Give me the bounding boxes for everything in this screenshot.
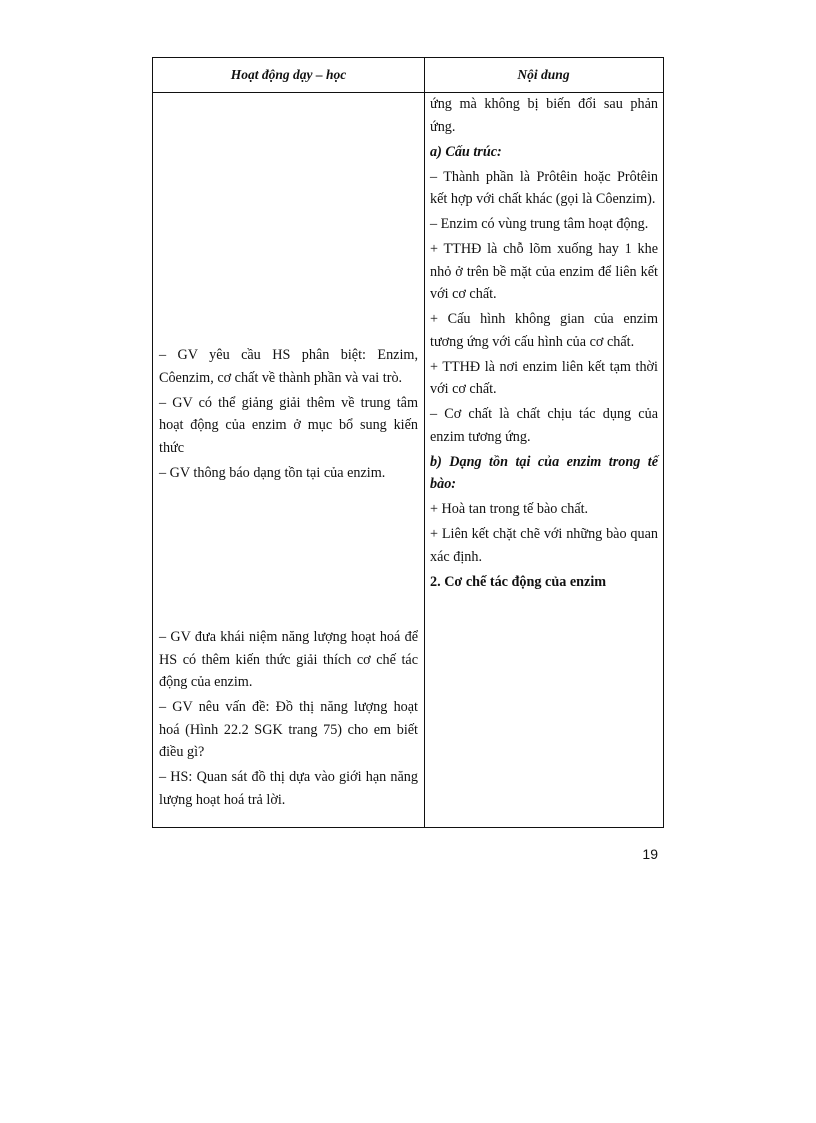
column-divider <box>424 58 425 827</box>
activity-paragraph: – HS: Quan sát đồ thị dựa vào giới hạn năng lượng hoạt hoá trả lời. <box>159 769 418 808</box>
activity-paragraph: – GV đưa khái niệm năng lượng hoạt hoá để HS có thêm kiến thức giải thích cơ chế tác động của enzim. <box>159 629 418 690</box>
activity-paragraph: – GV nêu vấn đề: Đồ thị năng lượng hoạt hoá (Hình 22.2 SGK trang 75) cho em biết điều gì? <box>159 699 418 760</box>
activity-paragraph: – GV thông báo dạng tồn tại của enzim. <box>159 464 386 481</box>
content-paragraph: + TTHĐ là nơi enzim liên kết tạm thời với cơ chất. <box>430 358 658 397</box>
section-heading-structure: a) Cấu trúc: <box>430 143 502 160</box>
content-paragraph: – Cơ chất là chất chịu tác dụng của enzim tương ứng. <box>430 406 658 445</box>
activities-block-1 <box>159 344 418 487</box>
page-number: 19 <box>642 846 658 862</box>
table-header-row <box>153 58 663 93</box>
lesson-table <box>152 57 664 828</box>
activities-block-2 <box>159 626 418 814</box>
content-paragraph: + TTHĐ là chỗ lõm xuống hay 1 khe nhỏ ở trên bề mặt của enzim để liên kết với cơ chất. <box>430 241 658 302</box>
content-paragraph: ứng mà không bị biến đổi sau phản ứng. <box>430 96 658 135</box>
content-paragraph: + Liên kết chặt chẽ với những bào quan xác định. <box>430 526 658 565</box>
content-column <box>430 93 658 596</box>
section-heading-existence-forms: b) Dạng tồn tại của enzim trong tế bào: <box>430 453 658 492</box>
header-content: Nội dung <box>517 67 570 82</box>
section-heading-mechanism: 2. Cơ chế tác động của enzim <box>430 573 607 590</box>
activity-paragraph: – GV yêu cầu HS phân biệt: Enzim, Côenzim, cơ chất về thành phần và vai trò. <box>159 347 418 386</box>
header-activities: Hoạt động dạy – học <box>230 67 347 82</box>
content-paragraph: – Thành phần là Prôtêin hoặc Prôtêin kết hợp với chất khác (gọi là Côenzim). <box>430 168 658 207</box>
content-paragraph: + Hoà tan trong tế bào chất. <box>430 501 589 517</box>
content-paragraph: – Enzim có vùng trung tâm hoạt động. <box>430 216 649 232</box>
content-paragraph: + Cấu hình không gian của enzim tương ứng với cấu hình của cơ chất. <box>430 311 658 350</box>
activity-paragraph: – GV có thể giảng giải thêm về trung tâm hoạt động của enzim ở mục bổ sung kiến thức <box>159 394 418 456</box>
